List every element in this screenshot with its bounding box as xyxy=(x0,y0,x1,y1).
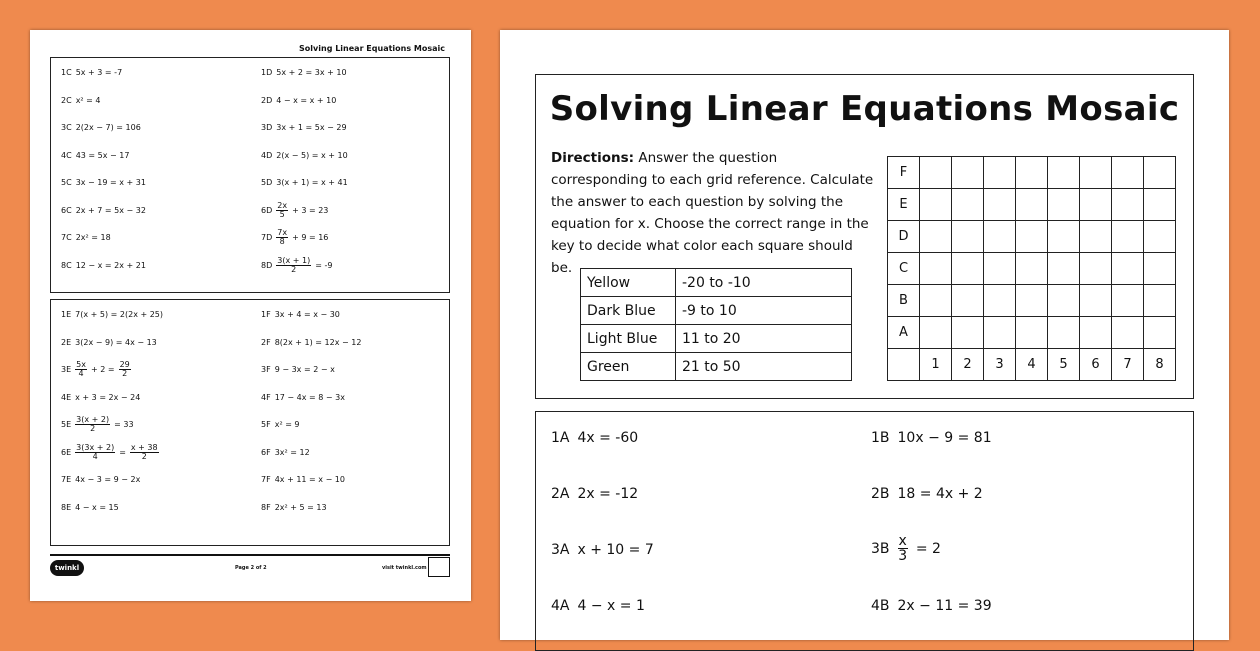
grid-cell[interactable] xyxy=(952,253,984,285)
numerator: 3(3x + 2) xyxy=(76,442,115,452)
question-id: 1C xyxy=(61,68,72,77)
equation-text: x² = 9 xyxy=(274,420,300,429)
equation xyxy=(61,416,134,433)
question-id: 2F xyxy=(261,337,271,347)
denominator: 2 xyxy=(291,264,297,274)
footer-divider xyxy=(50,554,450,556)
twinkl-logo: twinkl xyxy=(50,560,84,576)
grid-cell[interactable] xyxy=(1112,253,1144,285)
grid-cell[interactable] xyxy=(920,253,952,285)
grid-corner xyxy=(888,349,920,381)
equation-text: 8(2x + 1) = 12x − 12 xyxy=(274,337,362,347)
equation-text: 17 − 4x = 8 − 3x xyxy=(274,392,345,402)
equation xyxy=(61,310,163,319)
grid-cell[interactable] xyxy=(1144,157,1176,189)
fraction xyxy=(130,444,159,461)
grid-cell[interactable] xyxy=(920,285,952,317)
equation-text: 4 − x = 15 xyxy=(75,502,119,512)
equation-text: x + 3 = 2x − 24 xyxy=(75,392,141,402)
question-id: 5D xyxy=(261,178,273,187)
grid-col-label: 1 xyxy=(920,349,952,381)
equation-text: 12 − x = 2x + 21 xyxy=(75,260,146,270)
worksheet-page-1 xyxy=(500,30,1229,640)
grid-cell[interactable] xyxy=(1112,285,1144,317)
directions-label: Directions: xyxy=(551,150,635,166)
numerator: 5x xyxy=(76,360,86,369)
directions-body: Answer the question corresponding to each grid reference. Calculate the answer to each question by solving the equation for x. Choose the correct range in the key to decide what color each square should be. xyxy=(551,150,874,276)
numerator: 7x xyxy=(277,228,288,237)
denominator: 2 xyxy=(90,424,96,433)
grid-cell[interactable] xyxy=(1112,317,1144,349)
equation-rest: = xyxy=(119,447,126,457)
grid-cell[interactable] xyxy=(920,157,952,189)
key-range: -20 to -10 xyxy=(676,269,852,297)
equation xyxy=(261,420,300,429)
question-id: 4B xyxy=(871,598,890,614)
equation-text: 3x + 1 = 5x − 29 xyxy=(276,123,347,132)
questions-box-a-b xyxy=(535,411,1194,651)
key-row xyxy=(581,269,852,297)
grid-cell[interactable] xyxy=(920,221,952,253)
key-row xyxy=(581,325,852,353)
equation xyxy=(61,261,146,270)
numerator: 2x xyxy=(277,200,288,210)
denominator: 2 xyxy=(141,451,147,461)
equation-text: x + 10 = 7 xyxy=(577,542,654,558)
equation xyxy=(261,257,332,274)
equation-text: 3(2x − 9) = 4x − 13 xyxy=(75,337,157,347)
key-range: 21 to 50 xyxy=(676,353,852,381)
grid-cell[interactable] xyxy=(920,317,952,349)
grid-cell[interactable] xyxy=(1144,189,1176,221)
question-id: 7D xyxy=(261,233,273,242)
equation xyxy=(61,151,129,160)
grid-row-label: C xyxy=(888,253,920,285)
equation-text: 3(x + 1) = x + 41 xyxy=(276,178,348,187)
equation-text: 18 = 4x + 2 xyxy=(897,486,983,502)
equation-text: 2x² = 18 xyxy=(75,233,111,242)
equation-text: 3x − 19 = x + 31 xyxy=(75,178,146,187)
question-id: 7E xyxy=(61,475,72,484)
grid-cell[interactable] xyxy=(984,317,1016,349)
question-id: 3C xyxy=(61,123,72,132)
equation-text: 2x² + 5 = 13 xyxy=(274,502,327,512)
equation-text: 10x − 9 = 81 xyxy=(897,430,992,446)
equation xyxy=(551,542,654,558)
grid-cell[interactable] xyxy=(1048,157,1080,189)
question-id: 5F xyxy=(261,420,271,429)
question-id: 4C xyxy=(61,150,72,160)
equation-text: 4 − x = x + 10 xyxy=(276,95,337,105)
question-id: 3B xyxy=(871,540,890,557)
equation-text: 3x + 4 = x − 30 xyxy=(274,310,340,319)
grid-cell[interactable] xyxy=(1144,253,1176,285)
equation-text: 5x + 2 = 3x + 10 xyxy=(276,68,347,77)
question-id: 2B xyxy=(871,486,890,502)
question-id: 1D xyxy=(261,68,273,77)
equation-text: 2x + 7 = 5x − 32 xyxy=(75,205,146,215)
color-key-table xyxy=(580,268,852,381)
numerator: x xyxy=(898,533,907,549)
equation-text: 2(2x − 7) = 106 xyxy=(75,123,141,132)
grid-cell[interactable] xyxy=(1080,189,1112,221)
grid-cell[interactable] xyxy=(1080,253,1112,285)
question-id: 8C xyxy=(61,260,72,270)
equation xyxy=(551,430,638,446)
grid-col-label: 6 xyxy=(1080,349,1112,381)
grid-cell[interactable] xyxy=(1112,189,1144,221)
equation xyxy=(61,361,131,378)
fraction xyxy=(276,202,288,219)
grid-col-label: 2 xyxy=(952,349,984,381)
equation xyxy=(261,178,348,187)
denominator: 8 xyxy=(279,237,285,246)
key-row xyxy=(581,353,852,381)
grid-row xyxy=(888,189,1176,221)
grid-cell[interactable] xyxy=(1048,189,1080,221)
grid-cell[interactable] xyxy=(1048,317,1080,349)
equation-text: x² = 4 xyxy=(75,95,101,105)
question-id: 2E xyxy=(61,337,72,347)
equation xyxy=(61,393,140,402)
questions-box-c-d xyxy=(50,57,450,293)
grid-row xyxy=(888,157,1176,189)
fraction xyxy=(75,444,115,461)
grid-cell[interactable] xyxy=(1080,221,1112,253)
question-id: 4A xyxy=(551,598,570,614)
equation xyxy=(61,206,146,215)
grid-cell[interactable] xyxy=(1016,221,1048,253)
equation xyxy=(61,68,122,77)
question-id: 2D xyxy=(261,95,273,105)
equation xyxy=(871,486,983,502)
grid-cell[interactable] xyxy=(952,317,984,349)
equation xyxy=(261,393,345,402)
question-id: 3A xyxy=(551,542,570,558)
fraction xyxy=(75,361,87,378)
directions-text xyxy=(551,147,876,279)
question-id: 1E xyxy=(61,310,72,319)
grid-cell[interactable] xyxy=(952,189,984,221)
grid-col-labels xyxy=(888,349,1176,381)
worksheet-title: Solving Linear Equations Mosaic xyxy=(549,89,1180,129)
fraction xyxy=(75,416,110,433)
equation xyxy=(61,475,140,484)
equation-rest: + 9 = 16 xyxy=(292,233,329,242)
equation xyxy=(261,448,310,457)
grid-row-label: F xyxy=(888,157,920,189)
question-id: 6D xyxy=(261,205,273,215)
grid-row xyxy=(888,317,1176,349)
question-id: 7F xyxy=(261,475,271,484)
equation xyxy=(261,68,347,77)
fraction xyxy=(276,257,311,274)
key-color: Light Blue xyxy=(581,325,676,353)
equation xyxy=(61,444,159,461)
equation xyxy=(61,96,101,105)
equation xyxy=(871,598,992,614)
equation-text: 2x = -12 xyxy=(577,486,639,502)
equation-text: 9 − 3x = 2 − x xyxy=(274,365,335,374)
equation xyxy=(261,338,361,347)
question-id: 3F xyxy=(261,365,271,374)
equation xyxy=(261,123,347,132)
equation-text: 5x + 3 = -7 xyxy=(75,68,123,77)
numerator: 3(x + 2) xyxy=(76,415,110,424)
grid-col-label: 8 xyxy=(1144,349,1176,381)
grid-cell[interactable] xyxy=(1080,157,1112,189)
question-id: 8F xyxy=(261,502,271,512)
question-id: 7C xyxy=(61,233,72,242)
grid-cell[interactable] xyxy=(1016,189,1048,221)
equation xyxy=(261,503,327,512)
question-id: 3D xyxy=(261,123,273,132)
equation xyxy=(871,430,992,446)
equation-rest: = 2 xyxy=(915,540,941,557)
question-id: 6C xyxy=(61,205,72,215)
grid-cell[interactable] xyxy=(984,189,1016,221)
website-link[interactable]: visit twinkl.com xyxy=(382,565,427,571)
question-id: 4E xyxy=(61,392,72,402)
grid-row-label: B xyxy=(888,285,920,317)
quality-badge-icon xyxy=(428,557,450,577)
grid-cell[interactable] xyxy=(984,221,1016,253)
equation-text: 2(x − 5) = x + 10 xyxy=(276,150,348,160)
equation xyxy=(61,338,157,347)
equation-rest: = -9 xyxy=(315,260,333,270)
equation xyxy=(261,96,336,105)
equation-rest: + 3 = 23 xyxy=(292,205,329,215)
equation-text: 2x − 11 = 39 xyxy=(897,598,992,614)
grid-row-label: A xyxy=(888,317,920,349)
grid-cell[interactable] xyxy=(984,157,1016,189)
grid-cell[interactable] xyxy=(1048,253,1080,285)
equation xyxy=(61,503,119,512)
fraction xyxy=(276,229,288,246)
equation xyxy=(61,178,146,187)
grid-cell[interactable] xyxy=(920,189,952,221)
equation-text: 3x² = 12 xyxy=(274,447,310,457)
fraction xyxy=(898,534,908,563)
page-header-title: Solving Linear Equations Mosaic xyxy=(299,44,445,53)
grid-row xyxy=(888,221,1176,253)
key-color: Green xyxy=(581,353,676,381)
equation xyxy=(551,598,645,614)
question-id: 2A xyxy=(551,486,570,502)
question-id: 4D xyxy=(261,150,273,160)
key-range: 11 to 20 xyxy=(676,325,852,353)
question-id: 3E xyxy=(61,365,72,374)
grid-cell[interactable] xyxy=(1144,285,1176,317)
question-id: 5E xyxy=(61,420,72,429)
grid-cell[interactable] xyxy=(1048,221,1080,253)
equation-rest: + 2 = xyxy=(90,365,115,374)
question-id: 1A xyxy=(551,430,570,446)
denominator: 2 xyxy=(122,369,128,378)
key-range: -9 to 10 xyxy=(676,297,852,325)
question-id: 8D xyxy=(261,260,273,270)
question-id: 4F xyxy=(261,392,271,402)
question-id: 6E xyxy=(61,447,72,457)
grid-cell[interactable] xyxy=(1016,317,1048,349)
question-id: 2C xyxy=(61,95,72,105)
grid-col-label: 3 xyxy=(984,349,1016,381)
grid-cell[interactable] xyxy=(952,221,984,253)
question-id: 6F xyxy=(261,447,271,457)
equation-text: 4x = -60 xyxy=(577,430,639,446)
grid-cell[interactable] xyxy=(1080,285,1112,317)
grid-cell[interactable] xyxy=(1144,317,1176,349)
denominator: 4 xyxy=(78,369,84,378)
grid-row-label: E xyxy=(888,189,920,221)
grid-col-label: 7 xyxy=(1112,349,1144,381)
equation xyxy=(871,534,941,563)
equation-rest: = 33 xyxy=(114,420,134,429)
key-color: Yellow xyxy=(581,269,676,297)
question-id: 1F xyxy=(261,310,271,319)
grid-col-label: 4 xyxy=(1016,349,1048,381)
equation xyxy=(261,229,328,246)
grid-row xyxy=(888,285,1176,317)
grid-cell[interactable] xyxy=(1016,285,1048,317)
key-row xyxy=(581,297,852,325)
equation-text: 4x + 11 = x − 10 xyxy=(274,475,345,484)
equation xyxy=(61,233,111,242)
grid-cell[interactable] xyxy=(984,253,1016,285)
worksheet-page-2 xyxy=(30,30,471,601)
key-color: Dark Blue xyxy=(581,297,676,325)
equation xyxy=(61,123,141,132)
question-id: 5C xyxy=(61,178,72,187)
grid-col-label: 5 xyxy=(1048,349,1080,381)
numerator: x + 38 xyxy=(130,442,158,452)
equation xyxy=(261,365,335,374)
fraction xyxy=(119,361,131,378)
grid-cell[interactable] xyxy=(1048,285,1080,317)
equation xyxy=(261,202,328,219)
grid-cell[interactable] xyxy=(1080,317,1112,349)
question-id: 8E xyxy=(61,502,72,512)
grid-cell[interactable] xyxy=(952,285,984,317)
grid-row xyxy=(888,253,1176,285)
questions-box-e-f xyxy=(50,299,450,546)
numerator: 3(x + 1) xyxy=(277,255,311,265)
grid-cell[interactable] xyxy=(1112,221,1144,253)
grid-cell[interactable] xyxy=(1016,157,1048,189)
equation xyxy=(261,151,348,160)
equation-text: 43 = 5x − 17 xyxy=(75,150,130,160)
denominator: 4 xyxy=(92,451,98,461)
grid-cell[interactable] xyxy=(952,157,984,189)
page-number: Page 2 of 2 xyxy=(235,565,267,571)
grid-cell[interactable] xyxy=(1016,253,1048,285)
grid-cell[interactable] xyxy=(1144,221,1176,253)
denominator: 5 xyxy=(279,209,285,219)
denominator: 3 xyxy=(898,548,908,564)
numerator: 29 xyxy=(119,360,130,369)
instructions-box xyxy=(535,74,1194,399)
mosaic-grid xyxy=(887,156,1176,381)
grid-row-label: D xyxy=(888,221,920,253)
grid-cell[interactable] xyxy=(1112,157,1144,189)
equation-text: 4 − x = 1 xyxy=(577,598,645,614)
equation xyxy=(261,475,345,484)
equation xyxy=(551,486,638,502)
grid-cell[interactable] xyxy=(984,285,1016,317)
equation-text: 7(x + 5) = 2(2x + 25) xyxy=(75,310,164,319)
question-id: 1B xyxy=(871,430,890,446)
equation-text: 4x − 3 = 9 − 2x xyxy=(75,475,141,484)
equation xyxy=(261,310,340,319)
